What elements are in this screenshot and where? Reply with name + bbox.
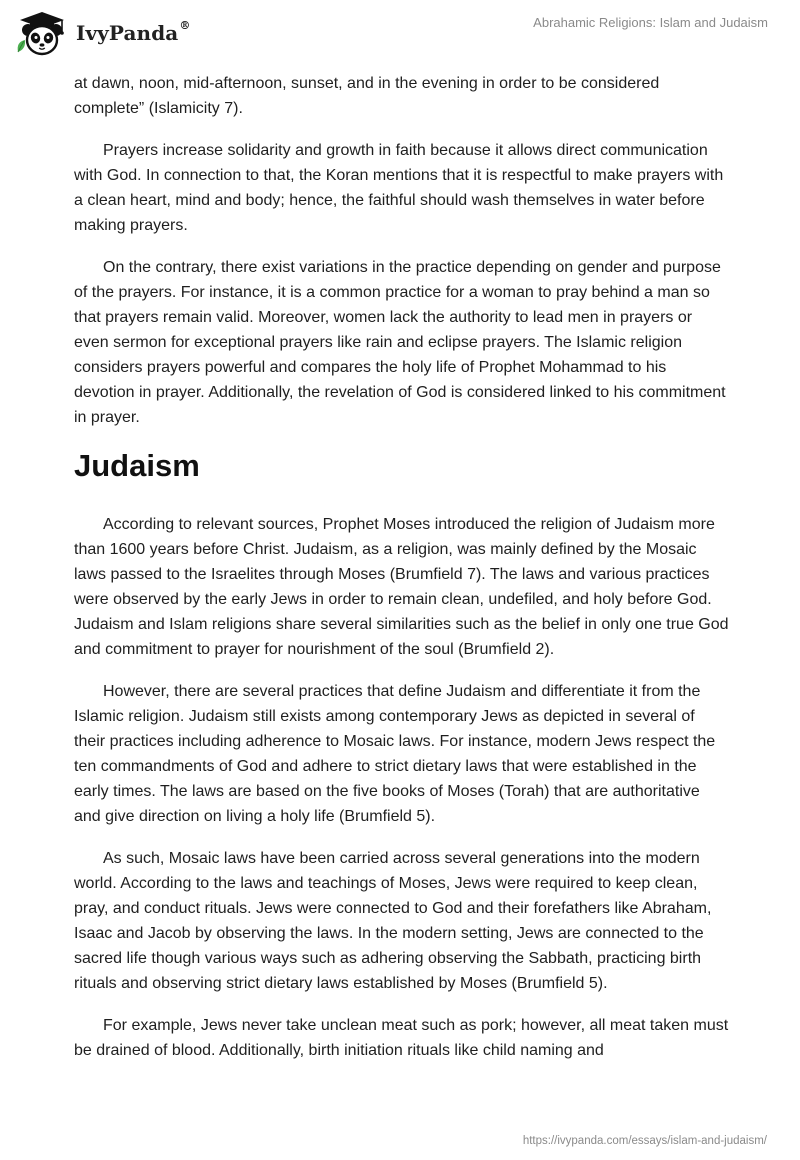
ivypanda-logo[interactable]	[14, 8, 190, 58]
registered-mark: ®	[179, 19, 191, 32]
source-url[interactable]: https://ivypanda.com/essays/islam-and-judaism/	[522, 1135, 767, 1147]
paragraph: For example, Jews never take unclean meat such as pork; however, all meat taken must be drained of blood. Additionally, birth initiation rituals like child naming and	[74, 1017, 729, 1059]
paragraph: Prayers increase solidarity and growth in faith because it allows direct communication with God. In connection to that, the Koran mentions that it is respectful to make prayers with a clean heart, mind and body; hence, the faithful should wash themselves in water before making prayers.	[74, 142, 724, 234]
paragraph: However, there are several practices that define Judaism and differentiate it from the Islamic religion. Judaism still exists among contemporary Jews as depicted in several of their practices including adherence to Mosaic laws. For instance, modern Jews respect the ten commandments of God and adhere to strict dietary laws that were established in the early times. The laws are based on the five books of Moses (Torah) that are authoritative and give direction on living a holy life (Brumfield 5).	[74, 683, 716, 825]
logo-text: IvyPanda	[76, 21, 179, 45]
paragraph-continued: at dawn, noon, mid-afternoon, sunset, and in the evening in order to be considered complete” (Islamicity 7).	[74, 75, 660, 117]
panda-graduate-icon	[14, 8, 70, 58]
paragraph: According to relevant sources, Prophet Moses introduced the religion of Judaism more than 1600 years before Christ. Judaism, as a religion, was mainly defined by the Mosaic laws passed to the Israelites through Moses (Brumfield 7). The laws and various practices were observed by the early Jews in order to remain clean, undefiled, and holy before God. Judaism and Islam religions share several similarities such as the belief in only one true God and commitment to prayer for nourishment of the soul (Brumfield 2).	[74, 516, 729, 658]
document-title: Abrahamic Religions: Islam and Judaism	[533, 15, 768, 30]
paragraph: On the contrary, there exist variations in the practice depending on gender and purpose of the prayers. For instance, it is a common practice for a woman to pray behind a man so that prayers remain valid. Moreover, women lack the authority to lead men in prayers or even sermon for exceptional prayers like rain and eclipse prayers. The Islamic religion considers prayers powerful and compares the holy life of Prophet Mohammad to his devotion in prayer. Additionally, the revelation of God is considered linked to his commitment in prayer.	[74, 259, 726, 426]
section-heading: Judaism	[74, 448, 200, 483]
logo-wordmark	[76, 21, 190, 45]
paragraph: As such, Mosaic laws have been carried across several generations into the modern world. According to the laws and teachings of Moses, Jews were required to keep clean, pray, and conduct rituals. Jews were connected to God and their forefathers like Abraham, Isaac and Jacob by observing the laws. In the modern setting, Jews are connected to the sacred life though various ways such as adhering observing the Sabbath, practicing birth rituals and observing strict dietary laws established by Moses (Brumfield 5).	[74, 850, 712, 992]
page-header	[0, 0, 800, 70]
essay-body	[74, 71, 729, 1080]
